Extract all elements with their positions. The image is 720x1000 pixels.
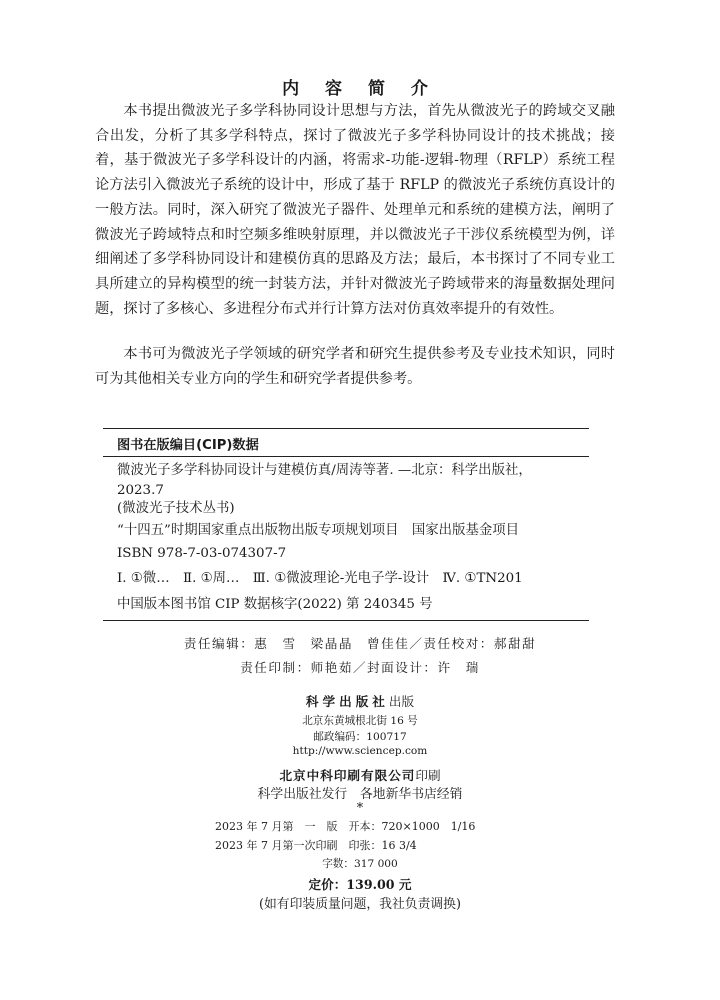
publisher-name: 科学出版社	[305, 694, 389, 709]
credits-printing: 责任印制：师艳茹／封面设计：许 瑞	[240, 660, 480, 675]
word-count: 字数：317 000	[322, 858, 398, 870]
cip-title-line: 微波光子多学科协同设计与建模仿真/周涛等著. —北京：科学出版社，	[117, 463, 532, 478]
cip-classification: Ⅰ. ①微… Ⅱ. ①周… Ⅲ. ①微波理论-光电子学-设计 Ⅳ. ①TN201	[117, 571, 523, 586]
summary-paragraph-2: 本书可为微波光子学领域的研究学者和研究生提供参考及专业技术知识，同时可为其他相关专业方向的学生和研究学者提供参考。	[95, 346, 615, 387]
cip-bottom-rule	[103, 620, 589, 621]
cip-project-line: “十四五”时期国家重点出版物出版专项规划项目 国家出版基金项目	[117, 523, 520, 538]
separator-star: *	[356, 801, 364, 816]
publisher-address: 北京东黄城根北街 16 号	[302, 715, 418, 727]
publisher-line	[0, 691, 720, 710]
notice: (如有印装质量问题，我社负责调换)	[259, 897, 461, 912]
cip-heading: 图书在版编目(CIP)数据	[117, 438, 259, 453]
edition-line-2: 2023 年 7 月第一次印刷 印张：16 3/4	[215, 839, 417, 852]
cip-isbn: ISBN 978-7-03-074307-7	[117, 546, 287, 561]
printer-name: 北京中科印刷有限公司	[279, 768, 416, 783]
cip-date-line: 2023.7	[117, 483, 164, 498]
publisher-role: 出版	[388, 694, 415, 709]
distribution-line: 科学出版社发行 各地新华书店经销	[257, 787, 463, 802]
printer-line	[0, 765, 720, 784]
credits-editors: 责任编辑：惠 雪 梁晶晶 曾佳佳／责任校对：郝甜甜	[183, 636, 537, 651]
cip-record: 中国版本图书馆 CIP 数据核字(2022) 第 240345 号	[117, 597, 433, 612]
printer-role: 印刷	[415, 768, 441, 783]
summary-paragraph-1: 本书提出微波光子多学科协同设计思想与方法，首先从微波光子的跨域交叉融合出发，分析了其多学科特点，探讨了微波光子多学科协同设计的技术挑战；接着，基于微波光子多学科设计的内涵，将需求-功能-逻辑-物理（RFLP）系统工程论方法引入微波光子系统的设计中，形成了基于 RFLP 的微波光子系统仿真设计的一般方法。同时，深入研究了微波光子器件、处理单元和系统的建模方法，阐明了微波光子跨域特点和时空频多维映射原理，并以微波光子干涉仪系统模型为例，详细阐述了多学科协同设计和建模仿真的思路及方法；最后，本书探讨了不同专业工具所建立的异构模型的统一封装方法，并针对微波光子跨域带来的海量数据处理问题，探讨了多核心、多进程分布式并行计算方法对仿真效率提升的有效性。	[95, 103, 615, 317]
price: 定价：139.00 元	[308, 877, 412, 892]
publisher-url: http://www.sciencep.com	[292, 745, 428, 757]
cip-top-rule	[103, 428, 589, 429]
cip-series-line: (微波光子技术丛书)	[117, 501, 235, 516]
edition-line-1: 2023 年 7 月第 一 版 开本：720×1000 1/16	[215, 820, 476, 833]
cip-heading-rule	[103, 456, 589, 457]
publisher-postcode: 邮政编码：100717	[313, 731, 407, 743]
summary-title: 内 容 简 介	[282, 79, 438, 99]
